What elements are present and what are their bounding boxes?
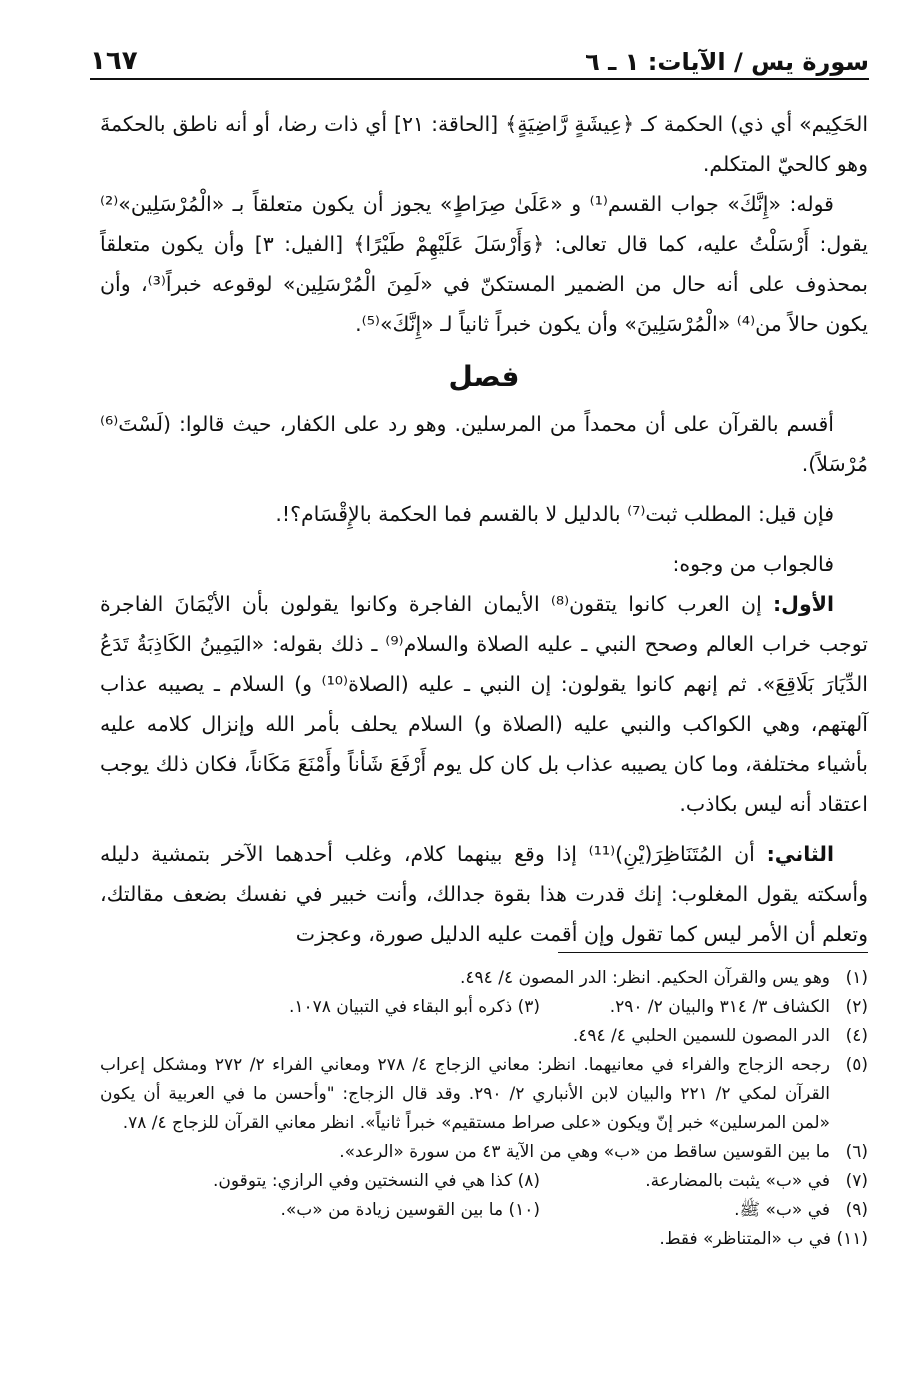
footnote	[100, 993, 868, 1022]
footnote-text: (٨) كذا هي في النسختين وفي الرازي: يتوقون.	[213, 1171, 540, 1191]
footnote-text: وهو يس والقرآن الحكيم. انظر: الدر المصون ٤/ ٤٩٤.	[460, 968, 830, 988]
footnote-text: في «ب» ﷺ.	[734, 1200, 830, 1220]
paragraph: فالجواب من وجوه:	[672, 552, 834, 576]
footnote-number: (٤)	[845, 1026, 868, 1046]
footnote-number: (٦)	[845, 1142, 868, 1162]
section-title: فصل	[448, 360, 520, 393]
paragraph: فإن قيل: المطلب ثبت⁽⁷⁾ بالدليل لا بالقسم فما الحكمة بالإِقْسَام؟!.	[275, 502, 834, 526]
footnote-number: (٥)	[845, 1055, 868, 1075]
page-number: ١٦٧	[90, 46, 138, 76]
footnote	[100, 964, 868, 993]
lead-word: الأول:	[772, 592, 834, 616]
footnote	[100, 1022, 868, 1051]
footnote	[100, 1051, 868, 1138]
footnote	[100, 1138, 868, 1167]
lead-word: الثاني:	[766, 842, 834, 866]
footnote-number: (١)	[845, 968, 868, 988]
paragraph	[100, 584, 868, 824]
footnote-text: في «ب» يثبت بالمضارعة.	[645, 1171, 830, 1191]
footnote-number: (٢)	[845, 997, 868, 1017]
footnote-divider	[558, 952, 868, 953]
running-title: سورة يس / الآيات: ١ ـ ٦	[585, 48, 869, 76]
paragraph: الحَكِيم» أي ذي) الحكمة كـ ﴿عِيشَةٍ رَّاضِيَةٍ﴾ [الحاقة: ٢١] أي ذات رضا، أو أنه ناطق بالحكمةَ وهو كالحيّ المتكلم.	[100, 112, 869, 176]
paragraph-text: إن العرب كانوا يتقون⁽⁸⁾ الأيمان الفاجرة وكانوا يقولون بأن الأيْمَانَ الفاجرة توجب خراب العالم وصحح النبي ـ عليه الصلاة والسلام⁽⁹⁾ ـ ذلك بقوله: «اليَمِينُ الكَاذِبَةُ تَدَعُ الدِّيَارَ بَلَاقِعَ». ثم إنهم كانوا يقولون: إن النبي ـ عليه (الصلاة⁽¹⁰⁾ و) السلام ـ يصيبه عذاب آلهتهم، وهي الكواكب والنبي عليه (الصلاة و) السلام يحلف بأمر الله وإنزال كلامه عليه بأشياء مختلفة، وما كان يصيبه عذاب بل كان كل يوم أَرْفَعَ شَأناً وأَمْنَعَ مَكَاناً، فكان ذلك يوجب اعتقاد أنه ليس بكاذب.	[100, 592, 869, 816]
footnote-number: (٩)	[845, 1200, 868, 1220]
footnote-text: (١٠) ما بين القوسين زيادة من «ب».	[280, 1200, 540, 1220]
paragraph-text: أن المُتَنَاظِرَ(يْنِ)⁽¹¹⁾ إذا وقع بينهما كلام، وغلب أحدهما الآخر بتمشية دليله وأسكته يقول المغلوب: إنك قدرت هذا بقوة جدالك، وأنت خبير في نفسك بضعف مقالتك، وتعلم أن الأمر ليس كما تقول وإن أقمت عليه الدليل صورة، وعجزت	[100, 842, 868, 946]
footnote	[100, 1225, 868, 1254]
paragraph: قوله: «إِنَّكَ» جواب القسم⁽¹⁾ و «عَلَىٰ صِرَاطٍ» يجوز أن يكون متعلقاً بـ «الْمُرْسَلِين»⁽²⁾ يقول: أَرْسَلْتُ عليه، كما قال تعالى: ﴿وَأَرْسَلَ عَلَيْهِمْ طَيْرًا﴾ [الفيل: ٣] وأن يكون متعلقاً بمحذوف على أنه حال من الضمير المستكنّ في «لَمِنَ الْمُرْسَلِين» لوقوعه خبراً⁽³⁾، وأن يكون حالاً من⁽⁴⁾ «الْمُرْسَلِينَ» وأن يكون خبراً ثانياً لـ «إِنَّكَ»⁽⁵⁾.	[100, 192, 868, 336]
footnote-text: (٣) ذكره أبو البقاء في التبيان ١٠٧٨.	[288, 997, 540, 1017]
footnote-text: الكشاف ٣/ ٣١٤ والبيان ٢/ ٢٩٠.	[609, 997, 830, 1017]
footnotes	[100, 964, 868, 1254]
footnote-text: رجحه الزجاج والفراء في معانيهما. انظر: معاني الزجاج ٤/ ٢٧٨ ومعاني الفراء ٢/ ٢٧٢ ومشكل إعراب القرآن لمكي ٢/ ٢٢١ والبيان لابن الأنباري ٢/ ٢٩٠. وقد قال الزجاج: "وأحسن ما في العربية أن يكون «لمن المرسلين» خبر إنّ ويكون «على صراط مستقيم» خبراً ثانياً». انظر معاني القرآن للزجاج ٤/ ٧٨.	[100, 1055, 830, 1133]
paragraph: أقسم بالقرآن على أن محمداً من المرسلين. وهو رد على الكفار، حيث قالوا: (لَسْتَ⁽⁶⁾ مُرْسَلاً).	[100, 412, 868, 476]
paragraph	[100, 834, 868, 954]
footnote-text: ما بين القوسين ساقط من «ب» وهي من الآية ٤٣ من سورة «الرعد».	[339, 1142, 830, 1162]
page-header	[90, 38, 869, 80]
footnote	[100, 1167, 868, 1196]
footnote	[100, 1196, 868, 1225]
main-text	[100, 104, 868, 954]
footnote-text: الدر المصون للسمين الحلبي ٤/ ٤٩٤.	[572, 1026, 830, 1046]
footnote-number: (٧)	[845, 1171, 868, 1191]
footnote-text: (١١) في ب «المتناظر» فقط.	[659, 1229, 868, 1249]
